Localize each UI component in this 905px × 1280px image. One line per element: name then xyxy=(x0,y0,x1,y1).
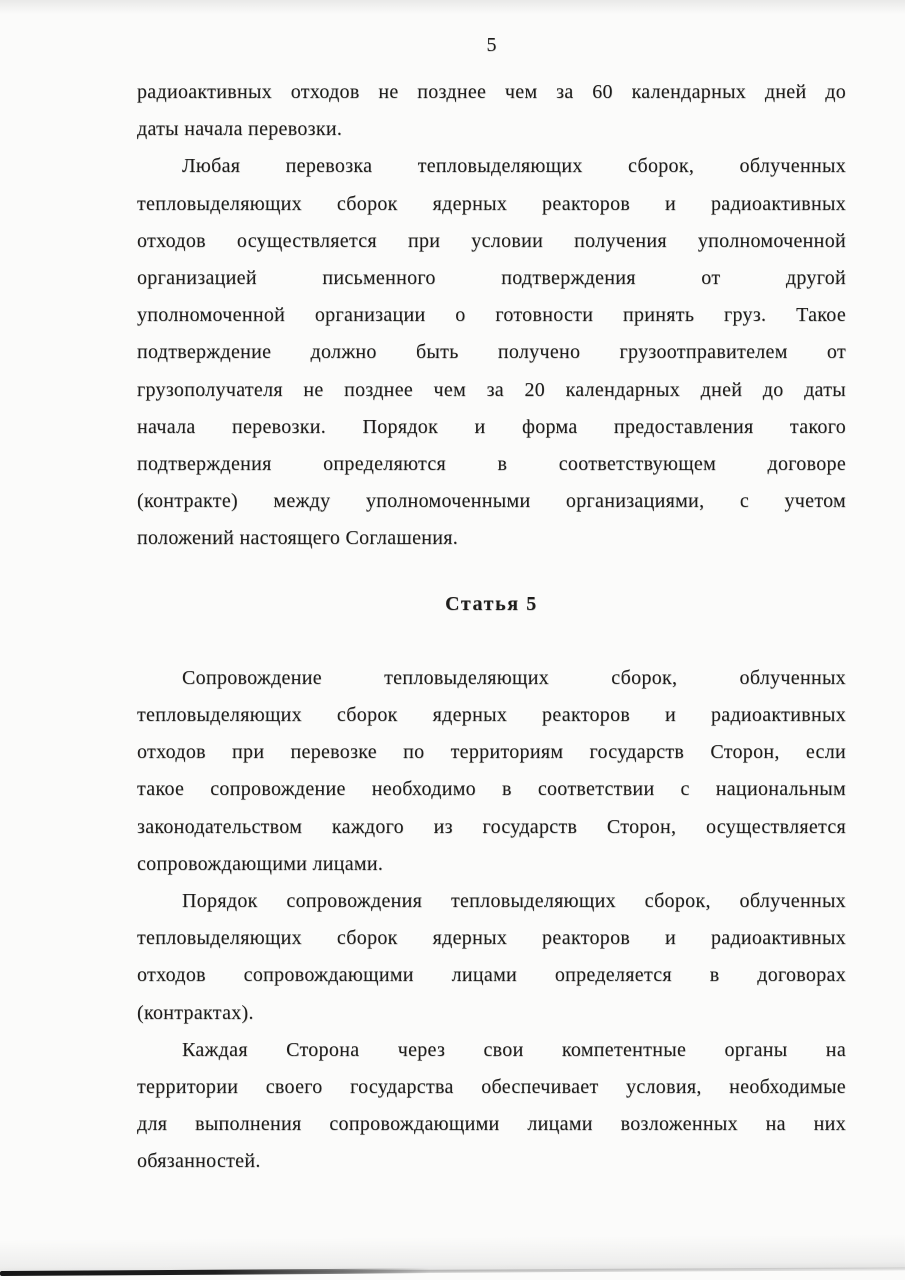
text-line: даты начала перевозки. xyxy=(137,118,343,141)
paragraph xyxy=(137,660,846,883)
text-line: (контрактах). xyxy=(137,1001,254,1024)
text-line: тепловыделяющих сборок ядерных реакторов и радиоактивных xyxy=(137,704,846,727)
page-number: 5 xyxy=(486,34,497,56)
text-line: Сопровождение тепловыделяющих сборок, облученных xyxy=(182,666,846,689)
text-line: (контракте) между уполномоченными организациями, с учетом xyxy=(137,490,846,513)
text-line: для выполнения сопровождающими лицами возложенных на них xyxy=(137,1113,846,1136)
text-line: сопровождающими лицами. xyxy=(137,852,384,875)
scan-artifact-bottom-line-dark xyxy=(0,1268,430,1276)
text-line: отходов осуществляется при условии получения уполномоченной xyxy=(137,229,846,252)
text-line: начала перевозки. Порядок и форма предоставления такого xyxy=(137,415,846,438)
text-line: Каждая Сторона через свои компетентные органы на xyxy=(182,1038,846,1061)
text-line: подтверждения определяются в соответствующем договоре xyxy=(137,453,846,476)
text-line: радиоактивных отходов не позднее чем за 60 календарных дней до xyxy=(137,81,846,103)
section-heading: Статья 5 xyxy=(445,592,538,615)
text-line: тепловыделяющих сборок ядерных реакторов и радиоактивных xyxy=(137,192,846,215)
paragraph xyxy=(137,74,846,148)
text-line: обязанностей. xyxy=(137,1150,261,1173)
scan-artifact-bottom-line-faint xyxy=(0,1267,905,1274)
text-line: организацией письменного подтверждения от другой xyxy=(137,267,846,290)
paragraph xyxy=(137,148,846,557)
text-line: законодательством каждого из государств Сторон, осуществляется xyxy=(137,815,846,838)
text-line: положений настоящего Соглашения. xyxy=(137,527,459,550)
text-line: тепловыделяющих сборок ядерных реакторов и радиоактивных xyxy=(137,927,846,950)
text-line: территории своего государства обеспечивает условия, необходимые xyxy=(137,1076,846,1099)
text-line: уполномоченной организации о готовности принять груз. Такое xyxy=(137,304,846,327)
text-line: Порядок сопровождения тепловыделяющих сборок, облученных xyxy=(182,890,846,913)
text-line: такое сопровождение необходимо в соответствии с национальным xyxy=(137,778,846,801)
text-line: подтверждение должно быть получено грузоотправителем от xyxy=(137,341,846,364)
text-line: отходов сопровождающими лицами определяется в договорах xyxy=(137,964,846,987)
paragraph xyxy=(137,883,846,1032)
scan-artifact-top-band xyxy=(0,0,905,14)
scan-artifact-bottom-shadow xyxy=(0,1234,905,1274)
text-line: отходов при перевозке по территориям государств Сторон, если xyxy=(137,741,846,764)
text-line: грузополучателя не позднее чем за 20 календарных дней до даты xyxy=(137,378,846,401)
paragraph xyxy=(137,1032,846,1181)
document-body xyxy=(137,74,846,1181)
text-line: Любая перевозка тепловыделяющих сборок, облученных xyxy=(182,155,846,178)
